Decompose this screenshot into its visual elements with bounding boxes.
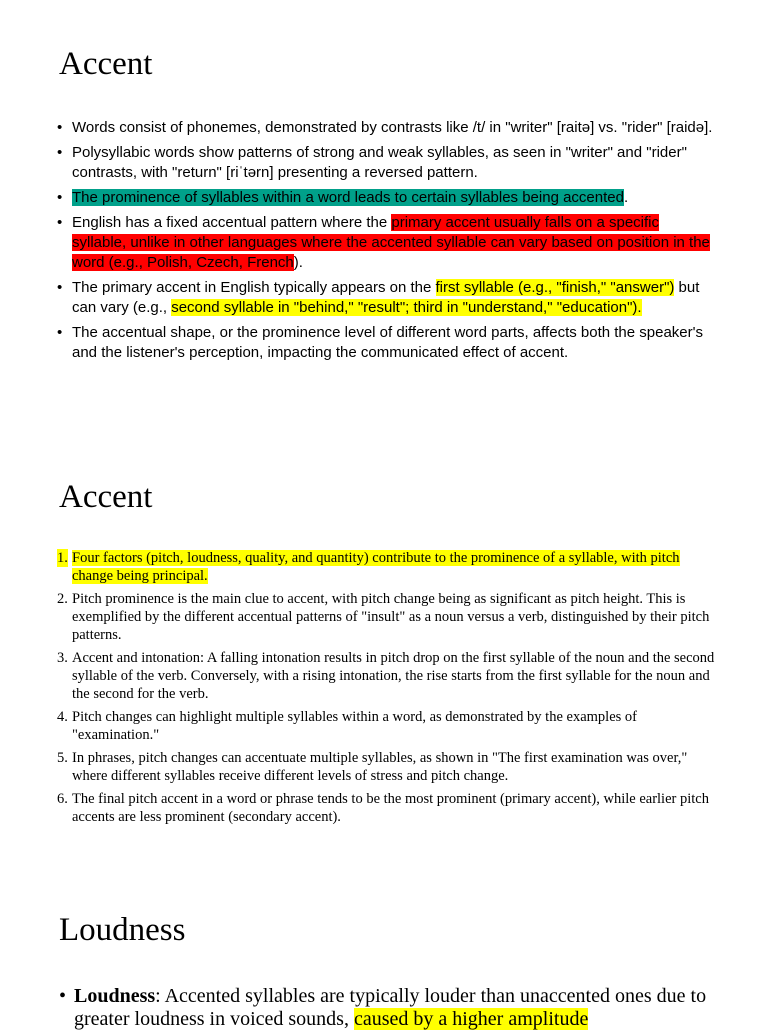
list-item-number: 5. [57,750,68,766]
list-item-text: Pitch changes can highlight multiple syllables within a word, as demonstrated by the examples of "examination." [72,709,637,743]
yellow-highlighted-text: Four factors (pitch, loudness, quality, and quantity) contribute to the prominence of a syllable, with pitch change being principal. [72,550,680,584]
list-item [57,708,717,744]
list-item-text: The primary accent in English typically appears on the [72,279,436,296]
list-item [57,188,717,208]
list-item [57,143,717,183]
slide-1-title: Accent [59,46,153,82]
list-item-text-middle: but can vary (e.g., [72,279,700,316]
list-item-number: 6. [57,791,68,807]
list-item [57,549,717,585]
list-item [57,749,717,785]
list-item [57,118,717,138]
bullet-icon: • [57,189,63,206]
list-item [59,985,719,1031]
term-bold: Loudness [74,985,156,1007]
list-item-text: : Accented syllables are typically louder than unaccented ones due to greater loudness in voiced sounds, [74,985,707,1030]
list-item-text-tail: . [623,189,629,206]
list-item-text: English has a fixed accentual pattern where the [72,214,392,231]
bullet-icon: • [57,214,63,231]
list-item-text: The accentual shape, or the prominence level of different word parts, affects both the speaker's and the listener's perception, impacting the communicated effect of accent. [72,324,704,361]
slide-3-title: Loudness [59,912,186,948]
teal-highlighted-text: The prominence of syllables within a word leads to certain syllables being accented [72,189,624,206]
yellow-highlighted-text: second syllable in "behind," "result"; third in "understand," "education"). [171,299,642,316]
list-item-number: 3. [57,650,68,666]
bullet-icon: • [57,324,63,341]
yellow-highlighted-text: caused by a higher amplitude [353,1008,589,1030]
slide-1-bullet-list [57,118,717,368]
list-item [57,590,717,644]
list-item [57,213,717,273]
list-item-text: Pitch prominence is the main clue to accent, with pitch change being as significant as pitch height. This is exemplified by the different accentual patterns of "insult" as a noun versus a verb, distinguished by their pitch patterns. [72,591,710,643]
slide-3-bullet-list [59,985,719,1031]
red-highlighted-text: primary accent usually falls on a specific syllable, unlike in other languages where the accented syllable can vary based on position in the word (e.g., Polish, Czech, French [72,214,710,271]
yellow-highlighted-text: first syllable (e.g., "finish," "answer") [435,279,675,296]
list-item [57,790,717,826]
list-item [57,323,717,363]
list-item-text-tail: ). [293,254,303,271]
bullet-icon: • [57,279,63,296]
bullet-icon: • [59,985,67,1007]
slide-2-numbered-list [57,549,717,831]
list-item-text: In phrases, pitch changes can accentuate multiple syllables, as shown in "The first examination was over," where different syllables receive different levels of stress and pitch change. [72,750,688,784]
list-item-text: Words consist of phonemes, demonstrated by contrasts like /t/ in "writer" [raitə] vs. "rider" [raidə]. [72,119,713,136]
list-item-text: The final pitch accent in a word or phrase tends to be the most prominent (primary accent), while earlier pitch accents are less prominent (secondary accent). [72,791,709,825]
list-item [57,278,717,318]
bullet-icon: • [57,144,63,161]
list-item-number: 2. [57,591,68,607]
list-item-text: Accent and intonation: A falling intonation results in pitch drop on the first syllable of the noun and the second syllable of the verb. Conversely, with a rising intonation, the rise starts from the first syllable for the noun and the second for the verb. [72,650,715,702]
slide-2-title: Accent [59,479,153,515]
list-item-number: 1. [57,550,68,566]
list-item-number: 4. [57,709,68,725]
bullet-icon: • [57,119,63,136]
list-item-text: Polysyllabic words show patterns of strong and weak syllables, as seen in "writer" and "rider" contrasts, with "return" [riˈtərn] presenting a reversed pattern. [72,144,687,181]
list-item [57,649,717,703]
